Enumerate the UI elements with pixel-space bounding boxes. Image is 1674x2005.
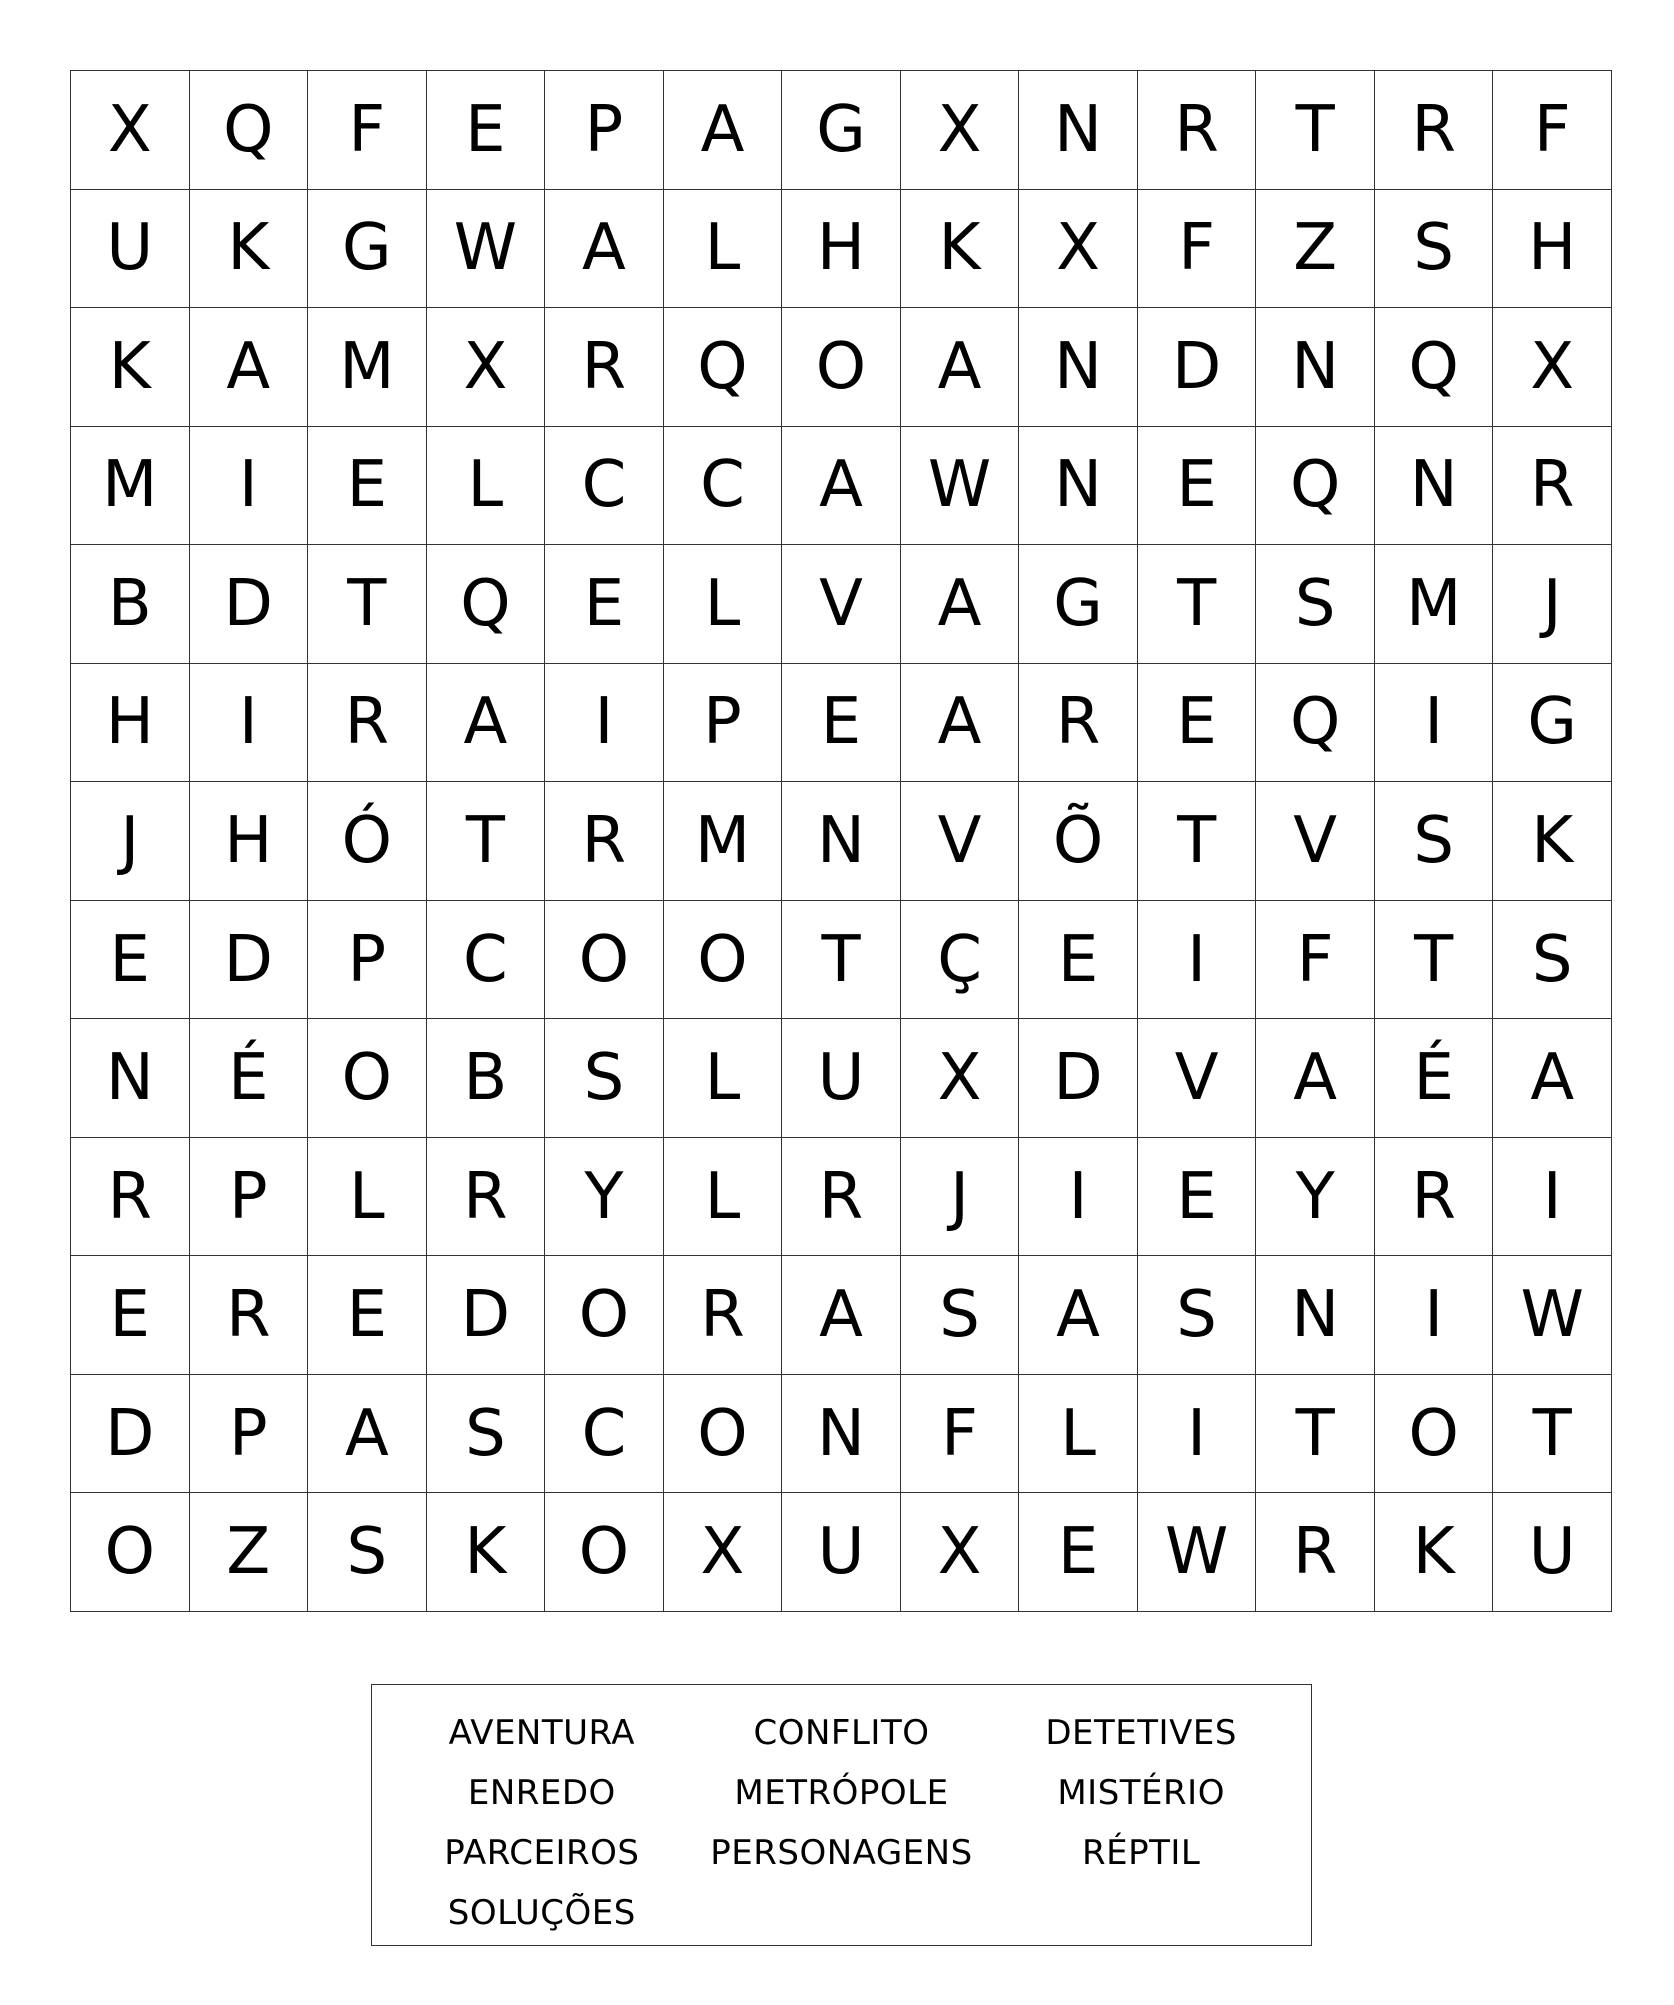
grid-cell[interactable]: B xyxy=(71,545,190,664)
grid-cell[interactable]: M xyxy=(308,308,427,427)
grid-cell[interactable]: N xyxy=(1019,427,1138,546)
grid-cell[interactable]: P xyxy=(664,664,783,783)
grid-cell[interactable]: G xyxy=(1019,545,1138,664)
grid-cell[interactable]: X xyxy=(427,308,546,427)
grid-cell[interactable]: N xyxy=(782,1375,901,1494)
grid-cell[interactable]: R xyxy=(1375,71,1494,190)
word-list-item: CONFLITO xyxy=(753,1713,930,1753)
grid-cell[interactable]: R xyxy=(545,308,664,427)
grid-cell[interactable]: A xyxy=(901,545,1020,664)
grid-cell[interactable]: U xyxy=(782,1493,901,1612)
grid-cell[interactable]: R xyxy=(782,1138,901,1257)
grid-cell[interactable]: V xyxy=(1138,1019,1257,1138)
grid-cell[interactable]: A xyxy=(782,1256,901,1375)
grid-cell[interactable]: Q xyxy=(664,308,783,427)
grid-cell[interactable]: X xyxy=(1019,190,1138,309)
word-list-item: DETETIVES xyxy=(1045,1713,1237,1753)
grid-cell[interactable]: L xyxy=(1019,1375,1138,1494)
grid-cell[interactable]: E xyxy=(427,71,546,190)
grid-cell[interactable]: R xyxy=(1019,664,1138,783)
grid-cell[interactable]: I xyxy=(190,427,309,546)
grid-cell[interactable]: B xyxy=(427,1019,546,1138)
grid-cell[interactable]: C xyxy=(427,901,546,1020)
grid-cell[interactable]: Ó xyxy=(308,782,427,901)
grid-cell[interactable]: K xyxy=(1493,782,1612,901)
grid-cell[interactable]: Y xyxy=(1256,1138,1375,1257)
grid-cell[interactable]: V xyxy=(1256,782,1375,901)
word-list-item: RÉPTIL xyxy=(1081,1833,1201,1873)
grid-cell[interactable]: E xyxy=(1138,427,1257,546)
word-list-item: SOLUÇÕES xyxy=(447,1893,636,1933)
grid-cell[interactable]: P xyxy=(190,1375,309,1494)
grid-cell[interactable]: O xyxy=(545,1493,664,1612)
grid-cell[interactable]: L xyxy=(664,1138,783,1257)
grid-cell[interactable]: K xyxy=(190,190,309,309)
word-list-item: PERSONAGENS xyxy=(710,1833,973,1873)
grid-cell[interactable]: R xyxy=(1375,1138,1494,1257)
grid-cell[interactable]: Q xyxy=(1375,308,1494,427)
grid-cell[interactable]: N xyxy=(71,1019,190,1138)
grid-cell[interactable]: O xyxy=(664,1375,783,1494)
grid-cell[interactable]: A xyxy=(1019,1256,1138,1375)
grid-cell[interactable]: W xyxy=(1138,1493,1257,1612)
grid-cell[interactable]: W xyxy=(427,190,546,309)
grid-cell[interactable]: T xyxy=(1138,782,1257,901)
grid-cell[interactable]: N xyxy=(1256,1256,1375,1375)
grid-cell[interactable]: E xyxy=(1019,901,1138,1020)
grid-cell[interactable]: O xyxy=(545,901,664,1020)
grid-cell[interactable]: G xyxy=(782,71,901,190)
grid-cell[interactable]: J xyxy=(901,1138,1020,1257)
grid-cell[interactable]: T xyxy=(427,782,546,901)
grid-cell[interactable]: T xyxy=(1375,901,1494,1020)
grid-cell[interactable]: L xyxy=(664,190,783,309)
grid-cell[interactable]: N xyxy=(1256,308,1375,427)
word-list-item: ENREDO xyxy=(467,1773,616,1813)
grid-cell[interactable]: P xyxy=(308,901,427,1020)
grid-cell[interactable]: T xyxy=(1138,545,1257,664)
grid-cell[interactable]: E xyxy=(308,427,427,546)
grid-cell[interactable]: O xyxy=(308,1019,427,1138)
grid-cell[interactable]: N xyxy=(1375,427,1494,546)
grid-cell[interactable]: D xyxy=(190,545,309,664)
grid-cell[interactable]: T xyxy=(1256,1375,1375,1494)
grid-cell[interactable]: Z xyxy=(1256,190,1375,309)
grid-cell[interactable]: I xyxy=(1493,1138,1612,1257)
grid-cell[interactable]: A xyxy=(901,664,1020,783)
grid-cell[interactable]: I xyxy=(1019,1138,1138,1257)
grid-cell[interactable]: F xyxy=(1138,190,1257,309)
grid-cell[interactable]: K xyxy=(901,190,1020,309)
grid-cell[interactable]: E xyxy=(1138,1138,1257,1257)
grid-cell[interactable]: Z xyxy=(190,1493,309,1612)
grid-cell[interactable]: A xyxy=(1256,1019,1375,1138)
grid-cell[interactable]: T xyxy=(782,901,901,1020)
grid-cell[interactable]: U xyxy=(782,1019,901,1138)
grid-cell[interactable]: X xyxy=(1493,308,1612,427)
grid-cell[interactable]: O xyxy=(71,1493,190,1612)
grid-cell[interactable]: T xyxy=(1493,1375,1612,1494)
grid-cell[interactable]: I xyxy=(545,664,664,783)
grid-cell[interactable]: H xyxy=(1493,190,1612,309)
grid-cell[interactable]: L xyxy=(427,427,546,546)
grid-cell[interactable]: P xyxy=(190,1138,309,1257)
grid-cell[interactable]: R xyxy=(427,1138,546,1257)
grid-cell[interactable]: M xyxy=(1375,545,1494,664)
grid-cell[interactable]: N xyxy=(1019,308,1138,427)
grid-cell[interactable]: X xyxy=(901,1493,1020,1612)
word-list-item: PARCEIROS xyxy=(444,1833,640,1873)
grid-cell[interactable]: Õ xyxy=(1019,782,1138,901)
grid-cell[interactable]: L xyxy=(308,1138,427,1257)
grid-cell[interactable]: H xyxy=(71,664,190,783)
grid-cell[interactable]: W xyxy=(1493,1256,1612,1375)
grid-cell[interactable]: X xyxy=(71,71,190,190)
grid-cell[interactable]: R xyxy=(664,1256,783,1375)
grid-cell[interactable]: A xyxy=(190,308,309,427)
grid-cell[interactable]: C xyxy=(545,1375,664,1494)
grid-cell[interactable]: X xyxy=(664,1493,783,1612)
grid-cell[interactable]: V xyxy=(901,782,1020,901)
grid-cell[interactable]: A xyxy=(308,1375,427,1494)
grid-cell[interactable]: F xyxy=(1493,71,1612,190)
grid-cell[interactable]: R xyxy=(1256,1493,1375,1612)
letter-grid xyxy=(70,70,1612,1612)
grid-cell[interactable]: A xyxy=(664,71,783,190)
grid-cell[interactable]: H xyxy=(782,190,901,309)
grid-cell[interactable]: Ç xyxy=(901,901,1020,1020)
grid-cell[interactable]: E xyxy=(71,1256,190,1375)
grid-cell[interactable]: O xyxy=(1375,1375,1494,1494)
grid-cell[interactable]: T xyxy=(1256,71,1375,190)
grid-cell[interactable]: E xyxy=(782,664,901,783)
grid-cell[interactable]: H xyxy=(190,782,309,901)
word-list-item: MISTÉRIO xyxy=(1057,1773,1225,1813)
grid-cell[interactable]: Y xyxy=(545,1138,664,1257)
grid-cell[interactable]: D xyxy=(190,901,309,1020)
grid-cell[interactable]: J xyxy=(71,782,190,901)
grid-cell[interactable]: W xyxy=(901,427,1020,546)
grid-cell[interactable]: T xyxy=(308,545,427,664)
grid-cell[interactable]: E xyxy=(1019,1493,1138,1612)
grid-cell[interactable]: F xyxy=(308,71,427,190)
grid-cell[interactable]: D xyxy=(1138,308,1257,427)
grid-cell[interactable]: S xyxy=(901,1256,1020,1375)
grid-cell[interactable]: S xyxy=(1375,782,1494,901)
grid-cell[interactable]: A xyxy=(545,190,664,309)
grid-cell[interactable]: L xyxy=(664,545,783,664)
grid-cell[interactable]: A xyxy=(1493,1019,1612,1138)
grid-cell[interactable]: O xyxy=(664,901,783,1020)
grid-cell[interactable]: I xyxy=(1138,1375,1257,1494)
grid-cell[interactable]: O xyxy=(782,308,901,427)
grid-cell[interactable]: R xyxy=(190,1256,309,1375)
grid-cell[interactable]: R xyxy=(1138,71,1257,190)
grid-cell[interactable]: I xyxy=(1138,901,1257,1020)
grid-cell[interactable]: Q xyxy=(1256,664,1375,783)
grid-cell[interactable]: E xyxy=(308,1256,427,1375)
grid-cell[interactable]: É xyxy=(190,1019,309,1138)
grid-cell[interactable]: R xyxy=(71,1138,190,1257)
grid-cell[interactable]: J xyxy=(1493,545,1612,664)
grid-cell[interactable]: Q xyxy=(427,545,546,664)
grid-cell[interactable]: O xyxy=(545,1256,664,1375)
grid-cell[interactable]: V xyxy=(782,545,901,664)
grid-cell[interactable]: C xyxy=(664,427,783,546)
grid-cell[interactable]: D xyxy=(427,1256,546,1375)
grid-cell[interactable]: K xyxy=(427,1493,546,1612)
grid-cell[interactable]: A xyxy=(427,664,546,783)
grid-cell[interactable]: G xyxy=(1493,664,1612,783)
grid-cell[interactable]: D xyxy=(1019,1019,1138,1138)
grid-cell[interactable]: S xyxy=(1375,190,1494,309)
grid-cell[interactable]: N xyxy=(782,782,901,901)
grid-cell[interactable]: M xyxy=(71,427,190,546)
grid-cell[interactable]: I xyxy=(1375,664,1494,783)
grid-cell[interactable]: F xyxy=(1256,901,1375,1020)
word-list-item: METRÓPOLE xyxy=(734,1773,949,1813)
grid-cell[interactable]: I xyxy=(190,664,309,783)
word-list-item: AVENTURA xyxy=(448,1713,636,1753)
grid-cell[interactable]: G xyxy=(308,190,427,309)
grid-cell[interactable]: A xyxy=(901,308,1020,427)
grid-cell[interactable]: R xyxy=(1493,427,1612,546)
grid-cell[interactable]: N xyxy=(1019,71,1138,190)
grid-cell[interactable]: É xyxy=(1375,1019,1494,1138)
grid-cell[interactable]: L xyxy=(664,1019,783,1138)
grid-cell[interactable]: E xyxy=(1138,664,1257,783)
grid-cell[interactable]: X xyxy=(901,1019,1020,1138)
grid-cell[interactable]: D xyxy=(71,1375,190,1494)
grid-cell[interactable]: S xyxy=(545,1019,664,1138)
grid-cell[interactable]: S xyxy=(1138,1256,1257,1375)
grid-cell[interactable]: U xyxy=(71,190,190,309)
grid-cell[interactable]: K xyxy=(1375,1493,1494,1612)
grid-cell[interactable]: S xyxy=(1256,545,1375,664)
grid-cell[interactable]: S xyxy=(1493,901,1612,1020)
grid-cell[interactable]: E xyxy=(545,545,664,664)
grid-cell[interactable]: X xyxy=(901,71,1020,190)
grid-cell[interactable]: I xyxy=(1375,1256,1494,1375)
grid-cell[interactable]: M xyxy=(664,782,783,901)
grid-cell[interactable]: R xyxy=(545,782,664,901)
grid-cell[interactable]: C xyxy=(545,427,664,546)
grid-cell[interactable]: S xyxy=(308,1493,427,1612)
grid-cell[interactable]: K xyxy=(71,308,190,427)
grid-cell[interactable]: Q xyxy=(1256,427,1375,546)
word-list xyxy=(371,1684,1312,1946)
grid-cell[interactable]: F xyxy=(901,1375,1020,1494)
grid-cell[interactable]: A xyxy=(782,427,901,546)
grid-cell[interactable]: E xyxy=(71,901,190,1020)
grid-cell[interactable]: R xyxy=(308,664,427,783)
grid-cell[interactable]: Q xyxy=(190,71,309,190)
grid-cell[interactable]: S xyxy=(427,1375,546,1494)
grid-cell[interactable]: P xyxy=(545,71,664,190)
grid-cell[interactable]: U xyxy=(1493,1493,1612,1612)
